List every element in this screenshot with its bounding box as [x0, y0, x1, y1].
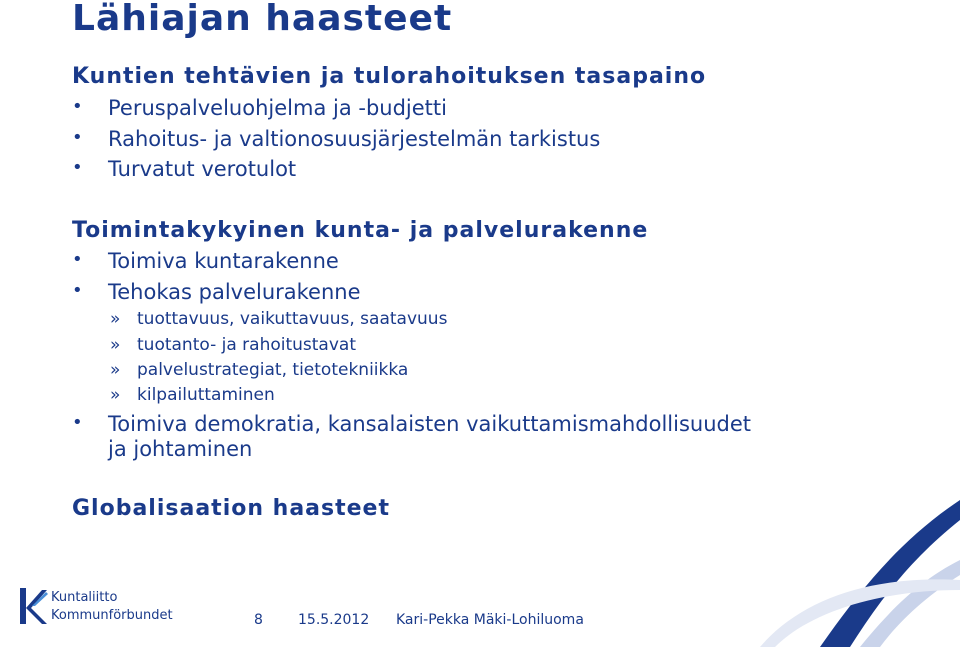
- sub-item-marker: »: [110, 309, 121, 329]
- sub-item-text: kilpailuttaminen: [137, 385, 275, 405]
- sub-item-text: tuotanto- ja rahoitustavat: [137, 335, 356, 355]
- bullet-marker: •: [72, 412, 83, 433]
- section-heading-3: Globalisaation haasteet: [72, 496, 390, 521]
- sub-item-marker: »: [110, 335, 121, 355]
- logo-line-2: Kommunförbundet: [51, 608, 173, 623]
- sub-item-marker: »: [110, 360, 121, 380]
- bullet-marker: •: [72, 249, 83, 270]
- section-heading-2: Toimintakykyinen kunta- ja palvelurakenne: [72, 218, 649, 243]
- kuntaliitto-k-logo-icon: [20, 588, 48, 626]
- footer-date: 15.5.2012: [298, 612, 370, 628]
- bullet-marker: •: [72, 127, 83, 148]
- sub-item-text: tuottavuus, vaikuttavuus, saatavuus: [137, 309, 448, 329]
- kuntaliitto-logo: [20, 586, 190, 630]
- bullet-text-line-1: Toimiva demokratia, kansalaisten vaikuttamismahdollisuudet: [108, 412, 751, 436]
- bullet-text-line-2: ja johtaminen: [108, 437, 253, 461]
- sub-item-text: palvelustrategiat, tietotekniikka: [137, 360, 409, 380]
- bullet-marker: •: [72, 280, 83, 301]
- bullet-text: Rahoitus- ja valtionosuusjärjestelmän tarkistus: [108, 127, 601, 151]
- bullet-text: Turvatut verotulot: [108, 157, 297, 181]
- bullet-text: Toimiva kuntarakenne: [108, 249, 339, 273]
- bullet-text: Peruspalveluohjelma ja -budjetti: [108, 96, 447, 120]
- sub-item-marker: »: [110, 385, 121, 405]
- bullet-marker: •: [72, 157, 83, 178]
- page-number: 8: [254, 612, 263, 628]
- slide-title: Lähiajan haasteet: [72, 0, 453, 39]
- bullet-text: Tehokas palvelurakenne: [108, 280, 361, 304]
- bullet-marker: •: [72, 96, 83, 117]
- logo-line-1: Kuntaliitto: [51, 590, 118, 605]
- footer-author: Kari-Pekka Mäki-Lohiluoma: [396, 612, 584, 628]
- section-heading-1: Kuntien tehtävien ja tulorahoituksen tasapaino: [72, 64, 707, 89]
